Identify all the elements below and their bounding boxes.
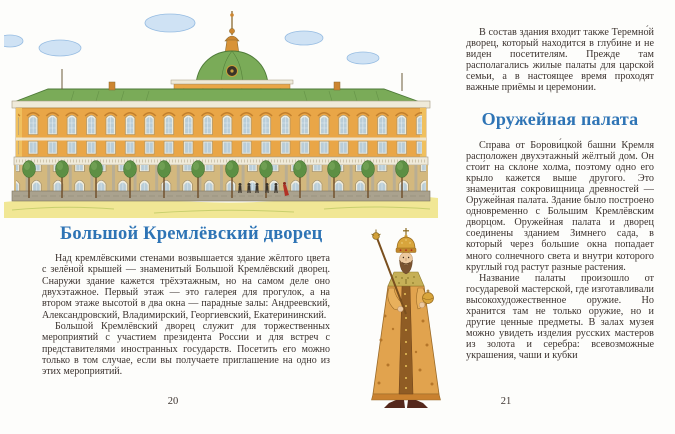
right-page-text [466, 27, 654, 361]
palace-facade [12, 101, 430, 158]
clouds [4, 14, 379, 64]
paragraph: Справа от Борови́цкой башни Кремля расположен двухэтажный жёлтый дом. Он стои́т на склоне холма, поэтому одно его крыло кажется выше другого. Это знаменитая сокровищница древностей — Оруже́йная палата. Здание было построено одновременно с Большим Кремлёвским дворцом. Оружейная палата и дворец соединены зданием Зимнего сада, в который через большие окна попадает много солнечного света и внутри которого круглый год растут разные растения. [466, 139, 654, 273]
paragraph: Большой Кремлёвский дворец служит для торжественных мероприятий с участием президента России и для встреч с представителями иностранных государств. Посетить его можно только в том случае, если вы получаете приглашение на одно из этих мероприятий. [42, 321, 330, 378]
left-page-text [42, 253, 330, 378]
page-number-20: 20 [167, 396, 179, 407]
paragraph: Над кремлёвскими стенами возвышается здание жёлтого цвета с зелёной крышей — знаменитый Большой Кремлёвский дворец. Снаружи здание кажется трёхэтажным, но на самом деле оно двухэтажное. Первый этаж — это галерея для прогулок, а на втором этаже высотой в два окна — парадные залы: Андреевский, Александровский, Владимирский, Георгиевский, Екатерининский. [42, 253, 330, 321]
tsar-illustration [356, 224, 448, 414]
tsar-boots [384, 400, 428, 408]
tsar-head [400, 252, 413, 274]
left-page-title: Большой Кремлёвский дворец [60, 224, 323, 244]
paragraph: Название палаты произошло от государевой мастерской, где изготавливали высокохудожественное оружие. Но хранится там не только оружие, но и другие ценные предметы. В залах музея можно увидеть изделия русских мастеров из золота и серебра: всевозможные украшения, чаши и кубки [466, 272, 654, 362]
page-number-21: 21 [500, 396, 512, 407]
tsar-crown [396, 228, 416, 253]
palace-spire [225, 11, 239, 54]
right-page-title: Оружейная палата [481, 108, 639, 129]
palace-illustration [4, 5, 438, 218]
palace-dome [196, 51, 268, 84]
paragraph: В состав здания входит также Теремно́й дворец, который находится в глубине и не виден посетителям. Прежде там располагались жилые палаты для царской семьи, а в настоящее время проходят важные приёмы и церемонии. [466, 27, 654, 94]
